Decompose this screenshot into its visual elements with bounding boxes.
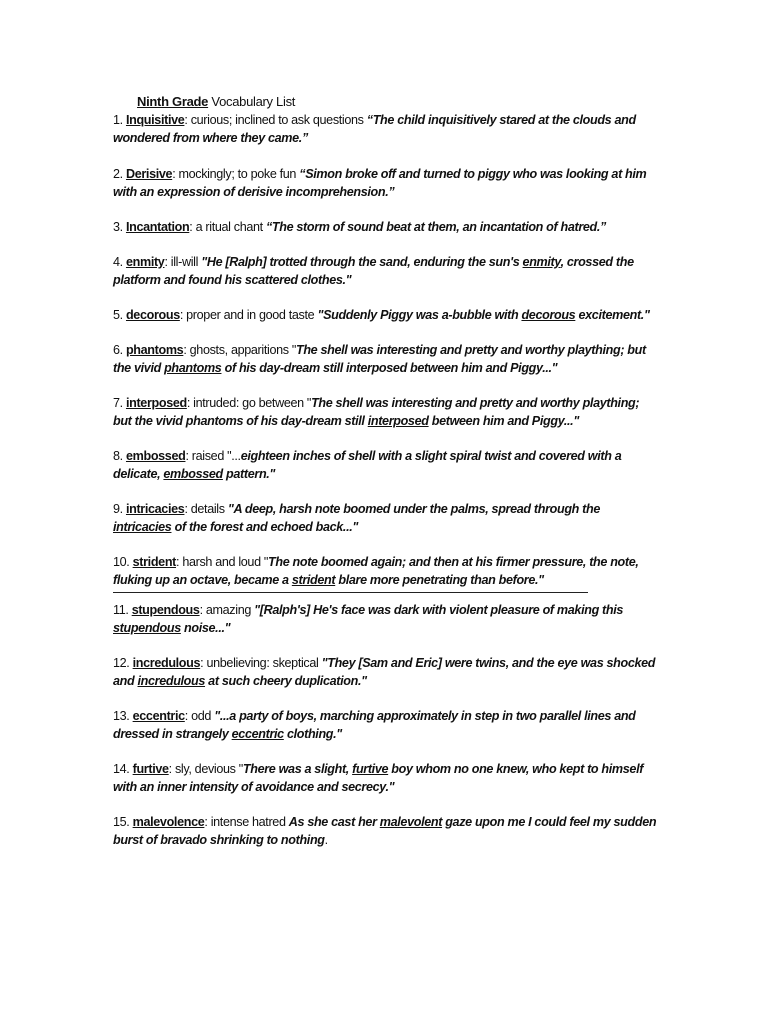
entry-number: 2. (113, 167, 123, 181)
quote-highlighted-word: intricacies (113, 520, 172, 534)
entry-word: phantoms (125, 343, 184, 357)
entry-definition: : ghosts, apparitions " (183, 343, 296, 357)
entry-definition: : a ritual chant (189, 220, 266, 234)
vocabulary-entry (113, 306, 658, 324)
vocabulary-entry (113, 394, 658, 430)
entry-number: 10. (113, 555, 130, 569)
vocabulary-entry (113, 341, 658, 377)
vocabulary-entry (113, 165, 658, 201)
vocabulary-entry (113, 111, 658, 147)
vocabulary-document (113, 93, 658, 866)
entry-number: 13. (113, 709, 130, 723)
quote-text: The note boomed again; and then at his firmer pressure, the note, fluking up an octave, became a (113, 555, 639, 587)
entry-definition: : unbelieving: skeptical (200, 656, 322, 670)
quote-highlighted-word: embossed (163, 467, 223, 481)
entry-definition: : odd (184, 709, 215, 723)
quote-text-continued: gaze upon me I could feel my sudden burst of bravado shrinking to nothing (113, 815, 657, 847)
quote-text-continued: between him and Piggy..." (428, 414, 579, 428)
entry-definition: : amazing (199, 603, 255, 617)
entry-number: 3. (113, 220, 123, 234)
entry-word: incredulous (132, 656, 201, 670)
vocabulary-entry (113, 500, 658, 536)
quote-highlighted-word: strident (291, 573, 336, 587)
entry-number: 6. (113, 343, 123, 357)
entry-word: Incantation (125, 220, 190, 234)
entry-number: 1. (113, 113, 123, 127)
quote-highlighted-word: stupendous (113, 621, 181, 635)
entry-quote (266, 220, 606, 234)
entry-number: 15. (113, 815, 130, 829)
entry-tail: . (324, 833, 328, 847)
entry-number: 9. (113, 502, 123, 516)
quote-text: "Suddenly Piggy was a-bubble with (317, 308, 522, 322)
document-heading (113, 93, 658, 111)
entry-word: malevolence (132, 815, 205, 829)
quote-highlighted-word: eccentric (231, 727, 284, 741)
vocabulary-entry (113, 813, 658, 849)
vocabulary-entry (113, 601, 658, 637)
entry-number: 14. (113, 762, 130, 776)
entry-number: 5. (113, 308, 123, 322)
entry-definition: : intense hatred (204, 815, 289, 829)
entry-word: embossed (125, 449, 186, 463)
quote-text: “The child inquisitively stared at the clouds and wondered from where they came.” (113, 113, 636, 145)
quote-highlighted-word: phantoms (164, 361, 222, 375)
vocabulary-entry (113, 253, 658, 289)
entry-word: interposed (125, 396, 187, 410)
entry-word: eccentric (132, 709, 185, 723)
quote-text: There was a slight, (242, 762, 353, 776)
quote-text: “Simon broke off and turned to piggy who was looking at him with an expression of derisive incomprehension.” (113, 167, 647, 199)
quote-text-continued: boy whom no one knew, who kept to himself with an inner intensity of avoidance and secrecy." (113, 762, 644, 794)
quote-text: "They [Sam and Eric] were twins, and the eye was shocked and (113, 656, 656, 688)
quote-highlighted-word: enmity (522, 255, 561, 269)
quote-text: As she cast her (288, 815, 380, 829)
entry-word: strident (132, 555, 177, 569)
entry-word: Derisive (125, 167, 173, 181)
entry-word: decorous (125, 308, 180, 322)
quote-text-continued: of the forest and echoed back..." (171, 520, 358, 534)
vocabulary-entry (113, 760, 658, 796)
list-title: Vocabulary List (208, 94, 296, 109)
vocabulary-entry (113, 553, 658, 589)
quote-text: "[Ralph's] He's face was dark with violent pleasure of making this (254, 603, 624, 617)
quote-highlighted-word: furtive (352, 762, 389, 776)
entry-definition: : mockingly; to poke fun (172, 167, 300, 181)
entry-word: intricacies (125, 502, 185, 516)
entry-word: enmity (125, 255, 165, 269)
entry-definition: : intruded: go between " (186, 396, 312, 410)
divider-line (113, 592, 588, 593)
entry-word: furtive (132, 762, 169, 776)
quote-text-continued: pattern." (222, 467, 276, 481)
quote-text-continued: excitement." (575, 308, 650, 322)
quote-text-continued: of his day-dream still interposed between him and Piggy..." (221, 361, 558, 375)
entry-definition: : proper and in good taste (179, 308, 318, 322)
entry-word: stupendous (131, 603, 200, 617)
quote-text: "He [Ralph] trotted through the sand, enduring the sun's (201, 255, 523, 269)
quote-text-continued: at such cheery duplication." (205, 674, 367, 688)
entry-quote (317, 308, 649, 322)
grade-label: Ninth Grade (137, 94, 209, 109)
entry-definition: : raised "... (185, 449, 241, 463)
quote-highlighted-word: decorous (521, 308, 576, 322)
entry-number: 4. (113, 255, 123, 269)
quote-highlighted-word: malevolent (379, 815, 443, 829)
entry-number: 12. (113, 656, 130, 670)
quote-highlighted-word: interposed (367, 414, 429, 428)
entry-number: 7. (113, 396, 123, 410)
vocabulary-entry (113, 707, 658, 743)
entry-definition: : curious; inclined to ask questions (184, 113, 367, 127)
entry-number: 8. (113, 449, 123, 463)
entry-word: Inquisitive (125, 113, 185, 127)
quote-text-continued: clothing." (283, 727, 342, 741)
quote-highlighted-word: incredulous (137, 674, 206, 688)
vocabulary-entry (113, 654, 658, 690)
quote-text: The shell was interesting and pretty and worthy plaything; but the vivid (113, 343, 646, 375)
quote-text: “The storm of sound beat at them, an incantation of hatred.” (265, 220, 606, 234)
entry-definition: : ill-will (164, 255, 202, 269)
vocabulary-entry (113, 447, 658, 483)
vocabulary-list (113, 111, 658, 849)
entry-definition: : sly, devious " (168, 762, 243, 776)
vocabulary-entry (113, 218, 658, 236)
quote-text-continued: blare more penetrating than before." (335, 573, 544, 587)
entry-number: 11. (113, 603, 129, 617)
quote-text: "A deep, harsh note boomed under the palms, spread through the (227, 502, 600, 516)
quote-text: eighteen inches of shell with a slight spiral twist and covered with a delicate, (113, 449, 622, 481)
quote-text-continued: , crossed the platform and found his scattered clothes." (113, 255, 634, 287)
quote-text: The shell was interesting and pretty and worthy plaything; but the vivid phantoms of his day-dream still (113, 396, 640, 428)
entry-definition: : details (184, 502, 228, 516)
quote-text-continued: noise..." (180, 621, 231, 635)
quote-text: "...a party of boys, marching approximately in step in two parallel lines and dressed in strangely (113, 709, 636, 741)
entry-definition: : harsh and loud " (176, 555, 269, 569)
